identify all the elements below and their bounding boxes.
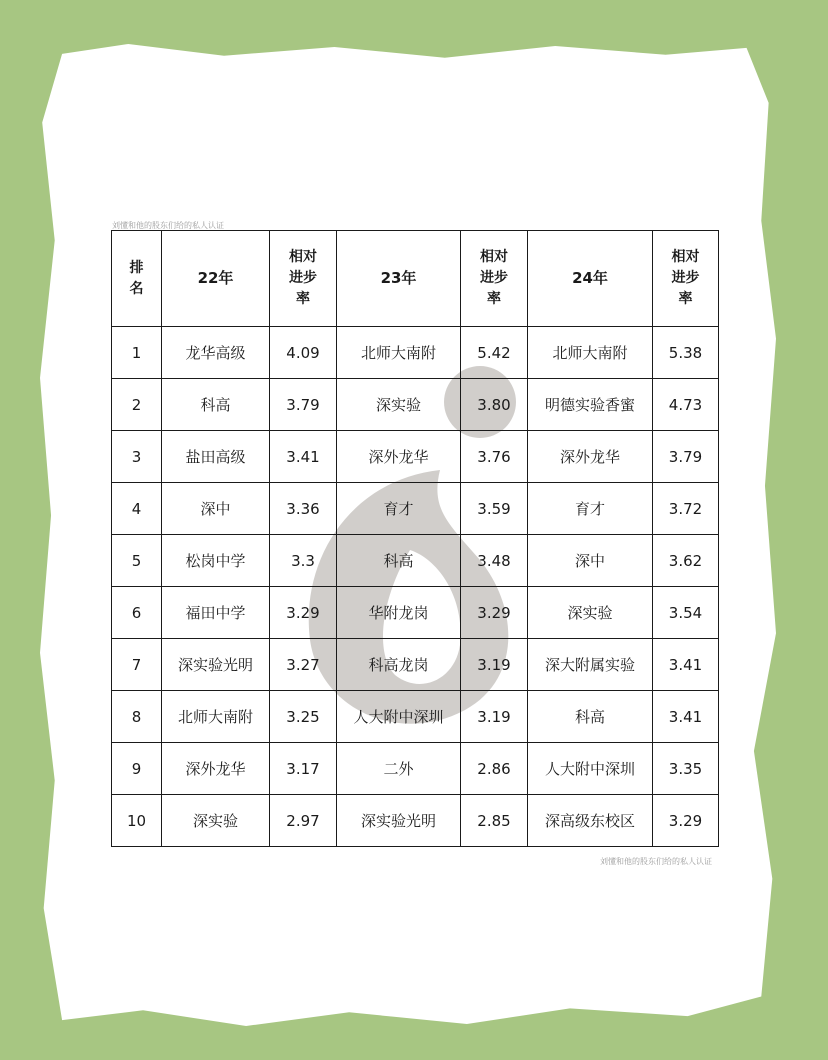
header-year-24 (528, 231, 653, 327)
header-rank-label: 排 名 (129, 259, 144, 297)
header-progress-24 (653, 231, 719, 327)
cell-rate-24: 3.29 (653, 795, 719, 847)
cell-school-22: 龙华高级 (162, 327, 270, 379)
cell-school-22: 深实验光明 (162, 639, 270, 691)
header-year-23 (337, 231, 461, 327)
table-row (112, 587, 719, 639)
cell-school-22: 深中 (162, 483, 270, 535)
cell-rate-24: 5.38 (653, 327, 719, 379)
header-year-22 (162, 231, 270, 327)
cell-rank: 10 (112, 795, 162, 847)
cell-rate-22: 4.09 (270, 327, 337, 379)
header-year-24-label: 24年 (572, 269, 608, 287)
cell-rank: 4 (112, 483, 162, 535)
cell-school-24: 人大附中深圳 (528, 743, 653, 795)
table-header-row (112, 231, 719, 327)
cell-school-23: 二外 (337, 743, 461, 795)
cell-school-23: 科高龙岗 (337, 639, 461, 691)
cell-school-23: 深实验光明 (337, 795, 461, 847)
cell-school-23: 华附龙岗 (337, 587, 461, 639)
cell-school-23: 深实验 (337, 379, 461, 431)
cell-school-24: 北师大南附 (528, 327, 653, 379)
cell-rate-23: 2.86 (461, 743, 528, 795)
cell-rate-24: 3.41 (653, 639, 719, 691)
cell-rate-22: 3.25 (270, 691, 337, 743)
header-progress-22-label: 相对 进步 率 (289, 249, 317, 307)
cell-school-23: 育才 (337, 483, 461, 535)
cell-rate-24: 3.41 (653, 691, 719, 743)
cell-school-24: 科高 (528, 691, 653, 743)
header-year-22-label: 22年 (197, 269, 234, 287)
cell-school-24: 深中 (528, 535, 653, 587)
cell-rank: 9 (112, 743, 162, 795)
cell-rate-23: 3.48 (461, 535, 528, 587)
cell-rate-24: 3.62 (653, 535, 719, 587)
cell-rate-24: 3.79 (653, 431, 719, 483)
cell-rate-23: 3.59 (461, 483, 528, 535)
cell-rank: 1 (112, 327, 162, 379)
cell-rate-22: 3.3 (270, 535, 337, 587)
cell-rate-22: 3.79 (270, 379, 337, 431)
cell-rate-23: 3.19 (461, 639, 528, 691)
cell-school-22: 福田中学 (162, 587, 270, 639)
header-progress-24-label: 相对 进步 率 (671, 249, 700, 307)
cell-rate-23: 3.19 (461, 691, 528, 743)
cell-school-24: 育才 (528, 483, 653, 535)
cell-rate-23: 3.29 (461, 587, 528, 639)
cell-rate-24: 4.73 (653, 379, 719, 431)
cell-school-24: 深高级东校区 (528, 795, 653, 847)
cell-rate-24: 3.54 (653, 587, 719, 639)
cell-school-22: 深实验 (162, 795, 270, 847)
cell-school-24: 明德实验香蜜 (528, 379, 653, 431)
cell-rank: 5 (112, 535, 162, 587)
table-row (112, 743, 719, 795)
cell-rank: 2 (112, 379, 162, 431)
table-row (112, 639, 719, 691)
cell-rate-22: 3.17 (270, 743, 337, 795)
cell-school-23: 科高 (337, 535, 461, 587)
watermark-text-bottom: 刘懂和他的股东们给的私人认证 (600, 857, 712, 866)
table-row (112, 795, 719, 847)
header-year-23-label: 23年 (380, 269, 417, 287)
cell-rank: 7 (112, 639, 162, 691)
cell-school-22: 盐田高级 (162, 431, 270, 483)
cell-school-22: 科高 (162, 379, 270, 431)
table-row (112, 379, 719, 431)
cell-rate-22: 3.41 (270, 431, 337, 483)
cell-school-23: 深外龙华 (337, 431, 461, 483)
cell-rate-23: 3.80 (461, 379, 528, 431)
cell-rate-24: 3.35 (653, 743, 719, 795)
cell-rate-23: 3.76 (461, 431, 528, 483)
cell-rate-22: 3.29 (270, 587, 337, 639)
cell-school-22: 北师大南附 (162, 691, 270, 743)
header-progress-23 (461, 231, 528, 327)
cell-rate-23: 2.85 (461, 795, 528, 847)
cell-school-23: 北师大南附 (337, 327, 461, 379)
cell-school-24: 深外龙华 (528, 431, 653, 483)
cell-school-24: 深实验 (528, 587, 653, 639)
cell-rank: 3 (112, 431, 162, 483)
cell-rate-22: 2.97 (270, 795, 337, 847)
ranking-table (111, 230, 719, 847)
header-progress-23-label: 相对 进步 率 (480, 249, 508, 307)
cell-rate-22: 3.27 (270, 639, 337, 691)
cell-school-23: 人大附中深圳 (337, 691, 461, 743)
cell-rate-24: 3.72 (653, 483, 719, 535)
table-row (112, 431, 719, 483)
watermark-text-top: 刘懂和他的股东们给的私人认证 (112, 221, 224, 230)
cell-school-24: 深大附属实验 (528, 639, 653, 691)
table-row (112, 483, 719, 535)
header-rank (112, 231, 162, 327)
cell-school-22: 深外龙华 (162, 743, 270, 795)
table-row (112, 691, 719, 743)
table-row (112, 535, 719, 587)
cell-rate-22: 3.36 (270, 483, 337, 535)
cell-rank: 6 (112, 587, 162, 639)
cell-rate-23: 5.42 (461, 327, 528, 379)
cell-rank: 8 (112, 691, 162, 743)
header-progress-22 (270, 231, 337, 327)
cell-school-22: 松岗中学 (162, 535, 270, 587)
table-row (112, 327, 719, 379)
